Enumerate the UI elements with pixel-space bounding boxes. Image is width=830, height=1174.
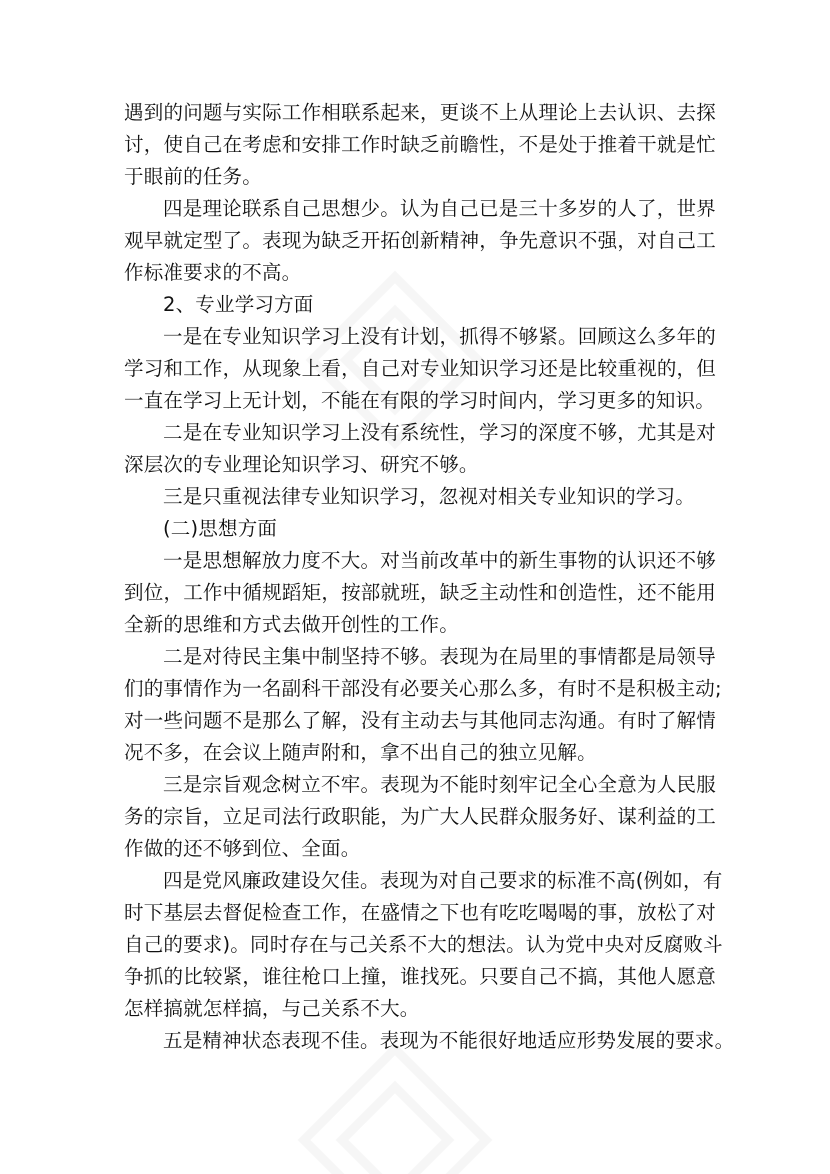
paragraph-line: 况不多，在会议上随声附和，拿不出自己的独立见解。 xyxy=(124,741,597,764)
paragraph-line: 遇到的问题与实际工作相联系起来，更谈不上从理论上去认识、去探 xyxy=(124,101,716,124)
body-text xyxy=(124,97,735,1057)
section-heading: 2、专业学习方面 xyxy=(163,293,314,316)
paragraph-line: 争抓的比较紧，谁往枪口上撞，谁找死。只要自己不搞，其他人愿意 xyxy=(124,965,716,988)
paragraph-line: 学习和工作，从现象上看，自己对专业知识学习还是比较重视的，但 xyxy=(124,357,716,380)
paragraph-line: 务的宗旨，立足司法行政职能，为广大人民群众服务好、谋利益的工 xyxy=(124,805,716,828)
paragraph-line: 一是在专业知识学习上没有计划，抓得不够紧。回顾这么多年的 xyxy=(163,325,716,348)
paragraph-line: 五是精神状态表现不佳。表现为不能很好地适应形势发展的要求。 xyxy=(163,1029,735,1052)
paragraph-line: 怎样搞就怎样搞，与己关系不大。 xyxy=(124,997,420,1020)
paragraph-line: 们的事情作为一名副科干部没有必要关心那么多，有时不是积极主动; xyxy=(124,677,722,700)
paragraph-line: 全新的思维和方式去做开创性的工作。 xyxy=(124,613,459,636)
paragraph-line: 到位，工作中循规蹈矩，按部就班，缺乏主动性和创造性，还不能用 xyxy=(124,581,716,604)
paragraph-line: 作做的还不够到位、全面。 xyxy=(124,837,361,860)
paragraph-line: 作标准要求的不高。 xyxy=(124,261,302,284)
paragraph-line: 一直在学习上无计划，不能在有限的学习时间内，学习更多的知识。 xyxy=(124,389,716,412)
watermark-diamond-shape-lower xyxy=(304,1049,486,1174)
paragraph-line: 二是在专业知识学习上没有系统性，学习的深度不够，尤其是对 xyxy=(163,421,716,444)
paragraph-line: 一是思想解放力度不大。对当前改革中的新生事物的认识还不够 xyxy=(163,549,716,572)
paragraph-line: 对一些问题不是那么了解，没有主动去与其他同志沟通。有时了解情 xyxy=(124,709,716,732)
paragraph-line: 三是只重视法律专业知识学习，忽视对相关专业知识的学习。 xyxy=(163,485,695,508)
paragraph-line: 三是宗旨观念树立不牢。表现为不能时刻牢记全心全意为人民服 xyxy=(163,773,716,796)
paragraph-line: 时下基层去督促检查工作，在盛情之下也有吃吃喝喝的事，放松了对 xyxy=(124,901,716,924)
paragraph-line: 于眼前的任务。 xyxy=(124,165,262,188)
paragraph-line: 二是对待民主集中制坚持不够。表现为在局里的事情都是局领导 xyxy=(163,645,716,668)
paragraph-line: 观早就定型了。表现为缺乏开拓创新精神，争先意识不强，对自己工 xyxy=(124,229,716,252)
paragraph-line: 四是理论联系自己思想少。认为自己已是三十多岁的人了，世界 xyxy=(163,197,716,220)
paragraph-line: 深层次的专业理论知识学习、研究不够。 xyxy=(124,453,479,476)
paragraph-line: 四是党风廉政建设欠佳。表现为对自己要求的标准不高(例如，有 xyxy=(163,869,723,892)
paragraph-line: 讨，使自己在考虑和安排工作时缺乏前瞻性，不是处于推着干就是忙 xyxy=(124,133,716,156)
paragraph-line: 自己的要求)。同时存在与己关系不大的想法。认为党中央对反腐败斗 xyxy=(124,933,723,956)
section-heading: (二)思想方面 xyxy=(163,517,278,540)
